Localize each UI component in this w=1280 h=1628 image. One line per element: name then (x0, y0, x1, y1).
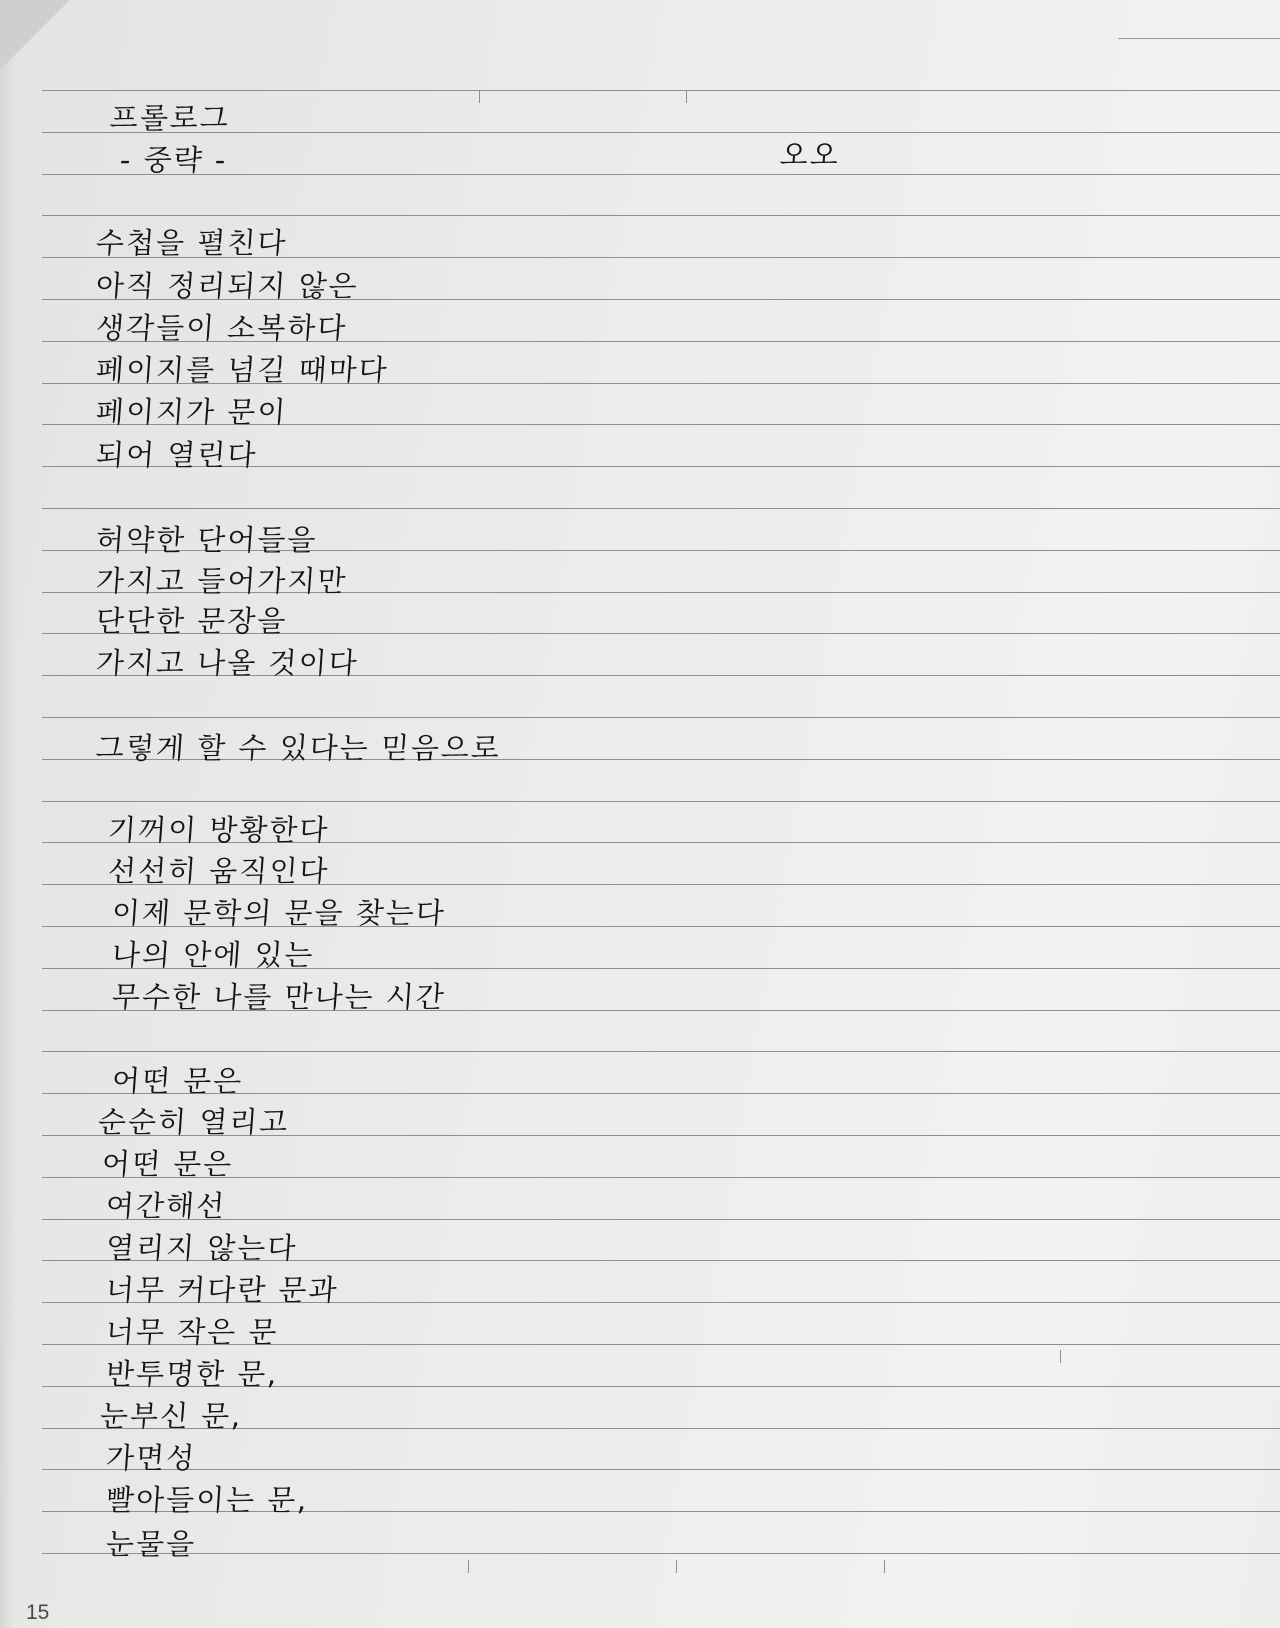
ruled-line (42, 717, 1280, 718)
handwritten-line: 단단한 문장을 (94, 604, 289, 638)
ruled-line (42, 1219, 1280, 1220)
handwritten-line: 너무 커다란 문과 (104, 1273, 340, 1307)
margin-tick (468, 1560, 469, 1573)
handwritten-line: 선선히 움직인다 (106, 854, 331, 888)
margin-tick (1060, 1350, 1061, 1363)
handwritten-line: - 중략 - (118, 143, 229, 177)
ruled-line (42, 801, 1280, 802)
ruled-line (42, 1469, 1280, 1470)
ruled-line (42, 1553, 1280, 1554)
margin-tick (676, 1560, 677, 1573)
handwritten-line: 열리지 않는다 (104, 1231, 299, 1265)
ruled-line (42, 215, 1280, 216)
handwritten-line: 여간해선 (104, 1189, 228, 1223)
author-name: 오오 (778, 138, 842, 172)
handwritten-line: 프롤로그 (108, 101, 232, 135)
header-rule (1118, 38, 1280, 39)
ruled-line (42, 508, 1280, 509)
handwritten-line: 아직 정리되지 않은 (94, 269, 360, 303)
handwritten-line: 가지고 들어가지만 (94, 564, 349, 598)
handwritten-line: 기꺼이 방황한다 (106, 813, 331, 847)
handwritten-line: 너무 작은 문 (104, 1315, 280, 1349)
handwritten-line: 가면성 (104, 1441, 198, 1475)
handwritten-line: 되어 열린다 (94, 438, 259, 472)
handwritten-line: 생각들이 소복하다 (94, 311, 349, 345)
ruled-line (42, 90, 1280, 91)
handwritten-line: 허약한 단어들을 (94, 523, 319, 557)
page-number: 15 (26, 1601, 50, 1624)
margin-tick (686, 90, 687, 103)
margin-tick (479, 90, 480, 103)
margin-tick (884, 1560, 885, 1573)
ruled-line (42, 174, 1280, 175)
handwritten-line: 페이지를 넘길 때마다 (94, 353, 390, 387)
ruled-line (42, 1051, 1280, 1052)
page-edge-shadow (0, 0, 16, 1628)
handwritten-line: 눈물을 (104, 1527, 198, 1561)
handwritten-line: 어떤 문은 (110, 1064, 245, 1098)
handwritten-line: 이제 문학의 문을 찾는다 (110, 896, 447, 930)
handwritten-line: 나의 안에 있는 (110, 938, 316, 972)
handwritten-line: 눈부신 문, (98, 1399, 244, 1433)
handwritten-line: 어떤 문은 (100, 1147, 235, 1181)
handwritten-line: 빨아들이는 문, (104, 1483, 310, 1517)
handwritten-line: 페이지가 문이 (94, 395, 289, 429)
handwritten-line: 그렇게 할 수 있다는 믿음으로 (94, 731, 503, 765)
page-corner-fold (0, 0, 70, 70)
handwritten-line: 가지고 나올 것이다 (94, 646, 360, 680)
handwritten-line: 반투명한 문, (104, 1357, 280, 1391)
handwritten-line: 수첩을 펼친다 (94, 226, 289, 260)
handwritten-line: 순순히 열리고 (96, 1105, 291, 1139)
handwritten-line: 무수한 나를 만나는 시간 (110, 980, 447, 1014)
